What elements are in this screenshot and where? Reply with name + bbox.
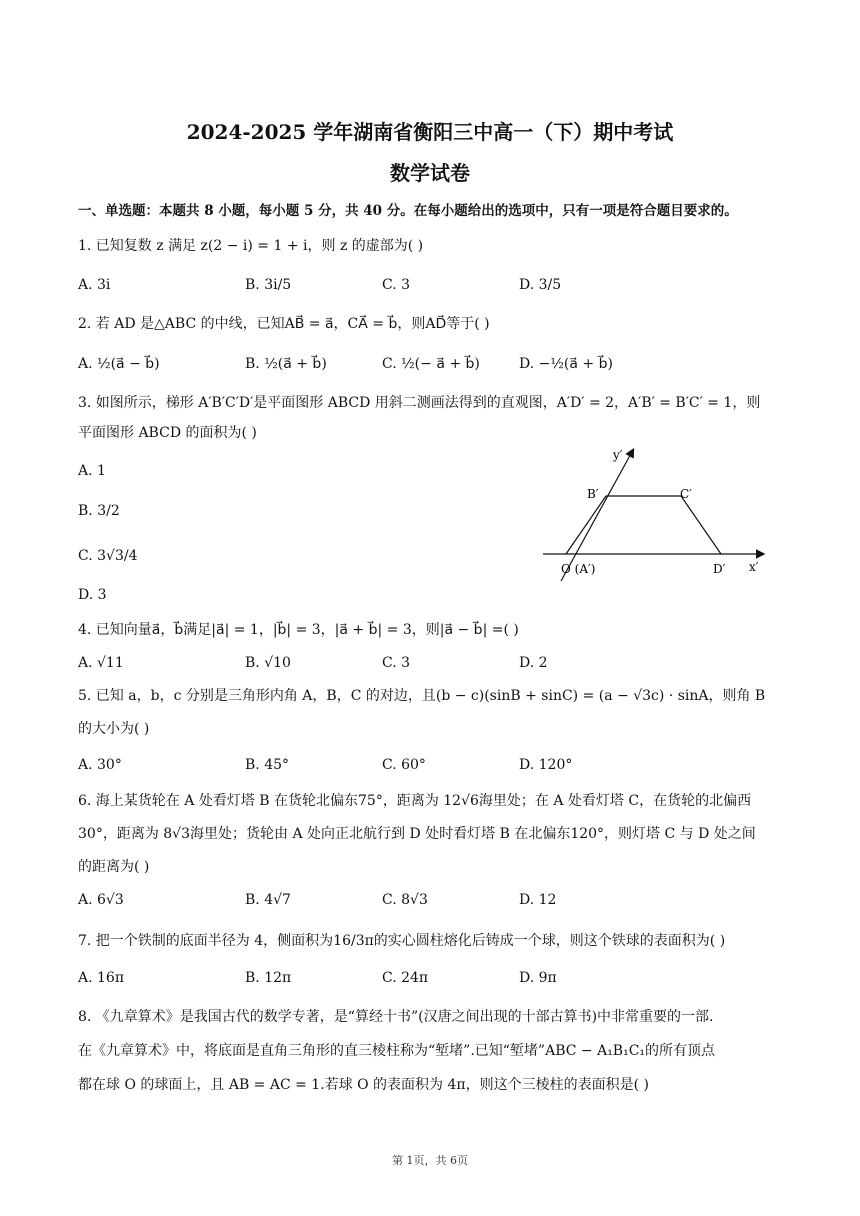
question-3-stem-line-2: 平面图形 ABCD 的面积为( )	[78, 425, 257, 441]
question-5-stem-line-1: 5. 已知 a，b，c 分别是三角形内角 A，B，C 的对边，且(b − c)(sinB + sinC) = (a − √3c) · sinA，则角 B	[78, 688, 766, 704]
trapezoid-figure	[535, 443, 775, 588]
question-4-stem: 4. 已知向量a⃗，b⃗满足|a⃗| = 1，|b⃗| = 3，|a⃗ + b⃗| = 3，则|a⃗ − b⃗| =( )	[78, 622, 519, 638]
question-6-stem-line-2: 30°，距离为 8√3海里处；货轮由 A 处向正北航行到 D 处时看灯塔 B 在北偏东120°，则灯塔 C 与 D 处之间	[78, 826, 756, 842]
question-3-option-d: D. 3	[78, 587, 107, 603]
question-7-option-b: B. 12π	[245, 970, 292, 986]
x-axis-label: x′	[749, 560, 759, 574]
question-4-option-c: C. 3	[382, 655, 411, 671]
question-6-option-c: C. 8√3	[382, 892, 428, 908]
exam-title: 2024-2025 学年湖南省衡阳三中高一（下）期中考试	[186, 120, 674, 144]
page-footer: 第 1页，共 6页	[392, 1154, 468, 1167]
question-1-option-a: A. 3i	[78, 277, 111, 293]
trapezoid-shape	[566, 496, 721, 554]
question-6-option-a: A. 6√3	[78, 892, 124, 908]
question-7-option-c: C. 24π	[382, 970, 429, 986]
question-1-stem: 1. 已知复数 z 满足 z(2 − i) = 1 + i，则 z 的虚部为( )	[78, 238, 424, 254]
question-2-option-a: A. ½(a⃗ − b⃗)	[78, 356, 160, 372]
question-8-stem-line-2: 在《九章算术》中，将底面是直角三角形的直三棱柱称为“堑堵”.已知“堑堵”ABC − A₁B₁C₁的所有顶点	[78, 1043, 716, 1059]
question-5-option-a: A. 30°	[78, 757, 122, 773]
origin-label: O (A′)	[561, 562, 596, 576]
question-7-option-a: A. 16π	[78, 970, 125, 986]
question-6-option-d: D. 12	[519, 892, 557, 908]
question-3-stem-line-1: 3. 如图所示，梯形 A′B′C′D′是平面图形 ABCD 用斜二测画法得到的直观图，A′D′ = 2，A′B′ = B′C′ = 1，则	[78, 395, 761, 411]
question-4-option-a: A. √11	[78, 655, 124, 671]
question-3-option-c: C. 3√3/4	[78, 548, 138, 564]
question-5-option-c: C. 60°	[382, 757, 426, 773]
question-2-option-b: B. ½(a⃗ + b⃗)	[245, 356, 327, 372]
question-2-option-c: C. ½(− a⃗ + b⃗)	[382, 356, 480, 372]
question-3-option-b: B. 3/2	[78, 503, 120, 519]
question-8-stem-line-1: 8. 《九章算术》是我国古代的数学专著，是“算经十书”(汉唐之间出现的十部古算书)中非常重要的一部.	[78, 1009, 714, 1025]
question-8-stem-line-3: 都在球 O 的球面上，且 AB = AC = 1.若球 O 的表面积为 4π，则这个三棱柱的表面积是( )	[78, 1077, 649, 1093]
question-7-stem: 7. 把一个铁制的底面半径为 4，侧面积为16/3π的实心圆柱熔化后铸成一个球，则这个铁球的表面积为( )	[78, 933, 726, 949]
question-2-stem: 2. 若 AD 是△ABC 的中线，已知AB⃗ = a⃗，CA⃗ = b⃗，则AD⃗等于( )	[78, 316, 490, 332]
question-6-stem-line-3: 的距离为( )	[78, 859, 150, 875]
point-d-label: D′	[713, 562, 726, 576]
question-1-option-b: B. 3i/5	[245, 277, 292, 293]
question-6-option-b: B. 4√7	[245, 892, 291, 908]
point-b-label: B′	[587, 487, 599, 501]
question-1-option-c: C. 3	[382, 277, 411, 293]
question-6-stem-line-1: 6. 海上某货轮在 A 处看灯塔 B 在货轮北偏东75°，距离为 12√6海里处；在 A 处看灯塔 C，在货轮的北偏西	[78, 793, 752, 809]
question-5-option-b: B. 45°	[245, 757, 290, 773]
section-heading: 一、单选题：本题共 8 小题，每小题 5 分，共 40 分。在每小题给出的选项中，只有一项是符合题目要求的。	[78, 203, 738, 219]
question-7-option-d: D. 9π	[519, 970, 557, 986]
point-c-label: C′	[680, 487, 692, 501]
question-1-option-d: D. 3/5	[519, 277, 562, 293]
question-4-option-b: B. √10	[245, 655, 291, 671]
question-5-option-d: D. 120°	[519, 757, 573, 773]
question-5-stem-line-2: 的大小为( )	[78, 721, 150, 737]
question-2-option-d: D. −½(a⃗ + b⃗)	[519, 356, 613, 372]
question-4-option-d: D. 2	[519, 655, 548, 671]
question-3-option-a: A. 1	[78, 463, 106, 479]
exam-subtitle: 数学试卷	[390, 161, 470, 185]
y-axis-label: y′	[613, 448, 623, 462]
